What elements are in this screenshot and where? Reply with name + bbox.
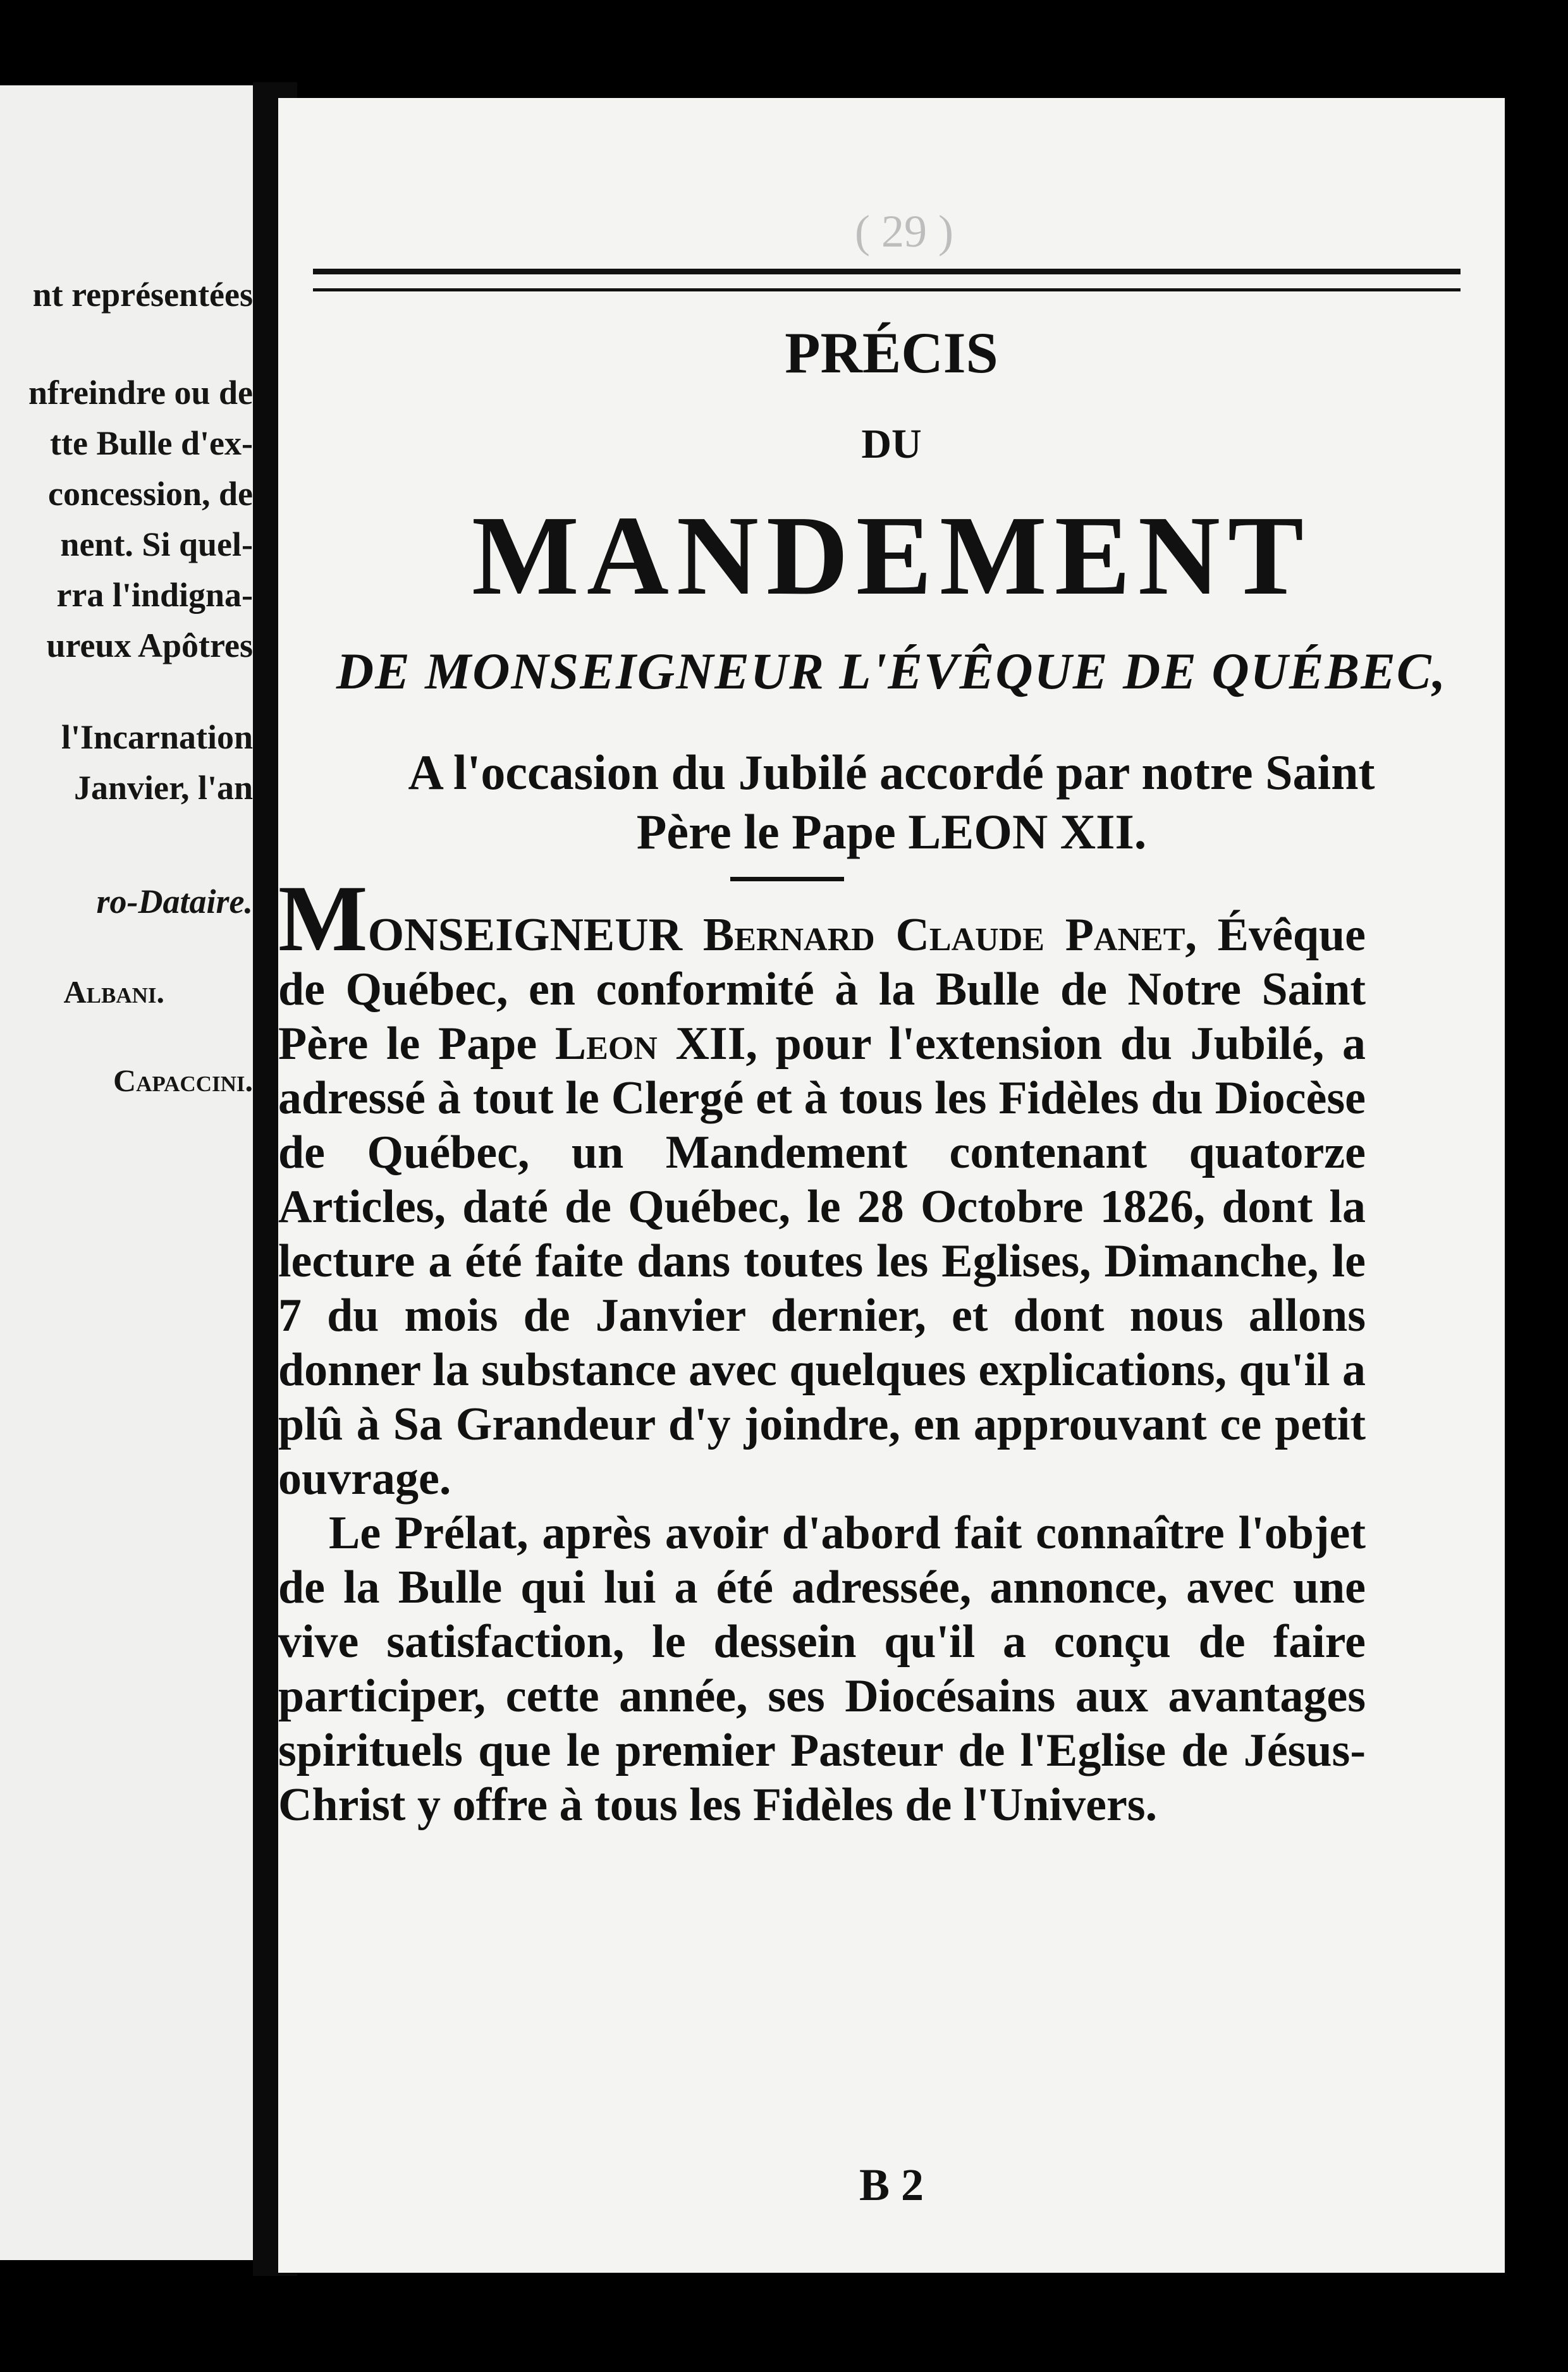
left-line: concession, de	[48, 475, 253, 513]
left-line: ro-Dataire.	[96, 883, 253, 920]
paragraph-1-text-a: Évêque de Québec, en conformité à la Bulle de Notre Saint Père le Pape	[278, 909, 1366, 1070]
left-line: l'Incarnation	[61, 718, 253, 756]
left-line: Janvier, l'an	[73, 769, 253, 807]
signature-mark: B 2	[859, 2160, 924, 2210]
left-line: rra l'indigna-	[56, 576, 253, 614]
paragraph-1	[278, 866, 1366, 1506]
right-page	[278, 98, 1505, 2273]
title-mandement: MANDEMENT	[472, 492, 1311, 618]
paragraph-1-text-b: XII, pour l'extension du Jubilé, a adressé à tout le Clergé et à tous les Fidèles du Diocèse de Québec, un Mandement contenant quatorze Articles, daté de Québec, le 28 Octobre 1826, dont la lecture a été faite dans toutes les Eglises, Dimanche, le 7 du mois de Janvier dernier, et dont nous allons donner la substance avec quelques explications, qu'il a plû à Sa Grandeur d'y joindre, en approuvant ce petit ouvrage.	[278, 1018, 1366, 1505]
page-number-bleed: ( 29 )	[855, 206, 953, 257]
lead-word: ONSEIGNEUR	[367, 909, 683, 961]
pope-name: Leon	[554, 1018, 658, 1070]
occasion-line-1: A l'occasion du Jubilé accordé par notre Saint	[408, 745, 1375, 800]
left-page-fragment	[0, 85, 253, 2260]
left-signatory: Capaccini.	[113, 1063, 253, 1098]
occasion-subtitle	[291, 743, 1492, 862]
occasion-line-2: Père le Pape LEON XII.	[636, 804, 1147, 859]
left-line: nfreindre ou de	[28, 374, 253, 412]
short-divider-rule	[730, 877, 844, 881]
title-monseigneur: DE MONSEIGNEUR L'ÉVÊQUE DE QUÉBEC,	[336, 642, 1447, 700]
bishop-name: Bernard Claude Panet,	[702, 909, 1197, 961]
top-double-rule	[313, 269, 1461, 291]
left-line: tte Bulle d'ex-	[50, 424, 253, 462]
paragraph-2: Le Prélat, après avoir d'abord fait connaître l'objet de la Bulle qui lui a été adressée, annonce, avec une vive satisfaction, le dessein qu'il a conçu de faire participer, cette année, ses Diocésains aux avantages spirituels que le premier Pasteur de l'Eglise de Jésus-Christ y offre à tous les Fidèles de l'Univers.	[278, 1507, 1366, 1831]
title-precis: PRÉCIS	[785, 321, 998, 385]
left-line: nent. Si quel-	[60, 525, 253, 563]
left-line: nt représentées	[32, 276, 253, 314]
left-signatory: Albani.	[63, 974, 164, 1010]
left-line: ureux Apôtres	[46, 627, 253, 664]
title-du: DU	[861, 421, 922, 467]
body-text	[278, 866, 1366, 1832]
drop-cap: M	[278, 866, 368, 971]
